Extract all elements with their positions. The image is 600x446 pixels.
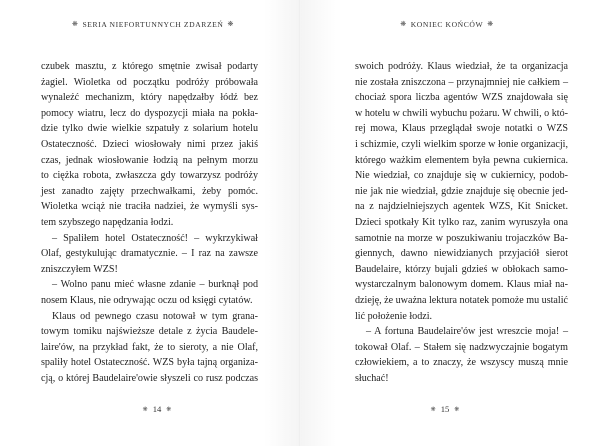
book-gutter xyxy=(299,0,301,446)
text-line: w hotelu w chwili wybuchu pożaru. W chwili, o któ- xyxy=(355,107,568,119)
text-line: tokował Olaf. – Stałem się nadzwyczajnie bogatym xyxy=(355,341,568,353)
text-line: – Wolno panu mieć własne zdanie – burknął pod xyxy=(52,279,258,291)
right-running-head-text: KONIEC KOŃCÓW xyxy=(410,20,484,29)
text-line: pomocy wiatru, lecz do dyspozycji miała na pokła- xyxy=(41,107,258,119)
text-line: spaliły hotel Ostateczność. WZS była tajną organiza- xyxy=(41,357,258,369)
text-line: nie jak nie wiedział, gdzie znajduje się obecnie jed- xyxy=(355,185,568,197)
text-line: jest zanadto zajęty przechwałkami, żeby pomóc. xyxy=(41,185,258,197)
text-line: Wioletka wciąż nie traciła nadziei, że wymyśli sys- xyxy=(41,201,258,213)
text-line: laire'ów, na przykład fakt, że to sieroty, a nie Olaf, xyxy=(41,341,258,353)
text-line: to ciężka robota, zwłaszcza gdy towarzysz podróży xyxy=(41,170,258,182)
text-line: swoich podróży. Klaus wiedział, że ta organizacja xyxy=(355,61,568,72)
left-page-number xyxy=(0,404,300,414)
ornament-icon: ❋ xyxy=(166,407,172,413)
text-line: którego ważkim elementem była pewna cukiernica. xyxy=(355,154,568,166)
right-folio-text: 15 xyxy=(440,404,450,414)
text-line: Klaus od pewnego czasu notował w tym grana- xyxy=(52,310,258,322)
text-line: nie została zniszczona – przynajmniej nie całkiem – xyxy=(355,76,568,88)
text-line: towym tomiku najświeższe detale z życia Baudele- xyxy=(41,326,258,338)
text-line: i schizmie, czyli wielkim sporze w łonie organizacji, xyxy=(355,138,568,150)
text-line: na z najdzielniejszych agentek WZS, Kit Snicket. xyxy=(355,201,568,213)
text-line: zniszczyłem WZS! xyxy=(41,263,118,275)
left-folio-text: 14 xyxy=(152,404,162,414)
text-line: chociaż spora liczba agentów WZS znajdowała się xyxy=(355,92,568,104)
text-line: dzieję, że uważna lektura notatek pomoże mu ustalić xyxy=(355,294,568,306)
text-line: dzie tylko dwie wielkie szpatuły z solarium hotelu xyxy=(41,123,258,135)
ornament-icon: ❋ xyxy=(430,407,436,413)
text-line: człowiekiem, a to znaczy, że wszyscy muszą mnie xyxy=(355,357,568,369)
right-body-text xyxy=(355,59,568,386)
left-running-head xyxy=(0,20,300,29)
ornament-icon: ❋ xyxy=(454,407,460,413)
text-line: czas, jednak wiosłowanie łodzią na pełnym morzu xyxy=(41,154,258,166)
text-line: nosem Klaus, nie odrywając oczu od księgi cytatów. xyxy=(41,294,253,306)
left-running-head-text: SERIA NIEFORTUNNYCH ZDARZEŃ xyxy=(82,20,224,29)
ornament-icon: ❋ xyxy=(400,20,407,28)
text-line: Baudelaire, którzy bujali gdzieś w obłokach samo- xyxy=(355,263,568,275)
text-line: giennych, dawno niewidzianych przyjaciół sierot xyxy=(355,248,568,260)
text-line: – Spaliłem hotel Ostateczność! – wykrzykiwał xyxy=(52,232,258,244)
right-running-head xyxy=(300,20,600,29)
text-line: Olaf, gestykulując dramatycznie. – I raz na zawsze xyxy=(41,248,258,260)
right-page-number xyxy=(300,404,600,414)
text-line: rej mowa, Klaus przeglądał swoje notatki o WZS xyxy=(355,123,568,135)
ornament-icon: ❋ xyxy=(487,20,494,28)
text-line: wystarczalnym balonowym domem. Klaus miał na- xyxy=(355,279,568,291)
text-line: – A fortuna Baudelaire'ów jest wreszcie moja! – xyxy=(366,326,568,338)
text-line: cją, o której Baudelaire'owie słyszeli co rusz podczas xyxy=(41,372,258,384)
text-line: czubek masztu, z którego smętnie zwisał podarty xyxy=(41,61,258,72)
ornament-icon: ❋ xyxy=(227,20,234,28)
text-line: żagiel. Wioletka od początku podróży próbowała xyxy=(41,76,258,88)
text-line: słuchać! xyxy=(355,372,389,384)
text-line: tem szybszego napędzania łodzi. xyxy=(41,216,174,228)
left-body-text xyxy=(41,59,258,386)
text-line: Nie wiedział, co znajduje się w cukiernicy, podob- xyxy=(355,170,568,182)
text-line: samotnie na morze w poszukiwaniu trojaczków Ba- xyxy=(355,232,568,244)
text-line: wynaleźć mechanizm, który napędzałby łódź bez xyxy=(41,92,258,104)
ornament-icon: ❋ xyxy=(142,407,148,413)
text-line: lić położenie łodzi. xyxy=(355,310,433,322)
text-line: Dzieci spotkały Kit tylko raz, zanim wyruszyła ona xyxy=(355,216,568,228)
ornament-icon: ❋ xyxy=(72,20,79,28)
right-page xyxy=(300,0,600,446)
text-line: Ostateczność. Dzieci wiosłowały nimi przez jakiś xyxy=(41,138,258,150)
